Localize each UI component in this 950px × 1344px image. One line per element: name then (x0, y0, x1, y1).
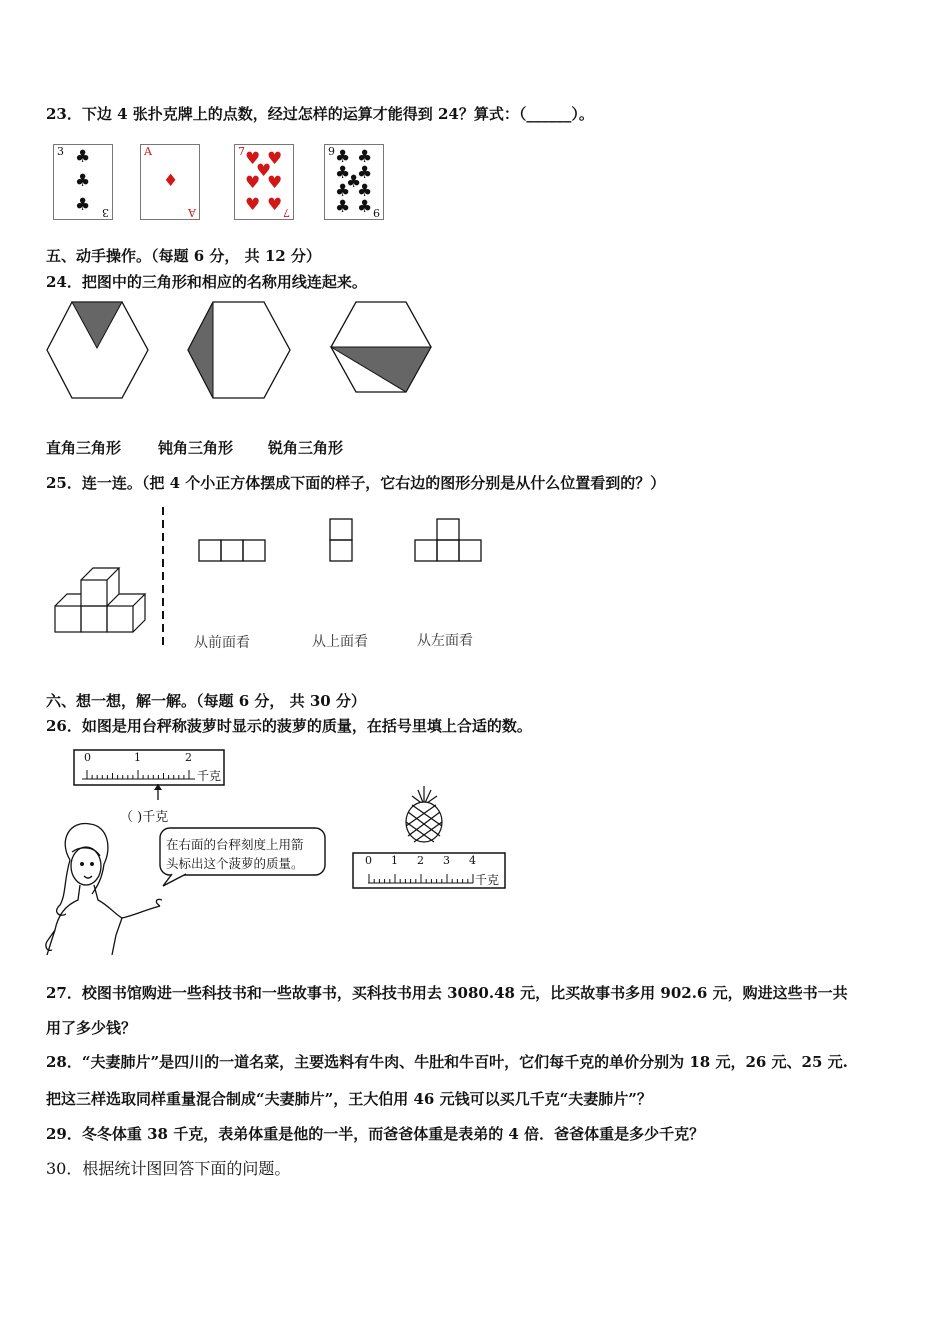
card-rank-inverted: 9 (373, 206, 380, 219)
card-rank: 9 (328, 145, 335, 158)
scale-2-tick-1: 1 (391, 854, 398, 867)
club-icon: ♣ (335, 163, 351, 183)
triangle-label-acute: 锐角三角形 (268, 439, 344, 457)
club-icon: ♣ (357, 181, 373, 201)
q28-line-2: 把这三样选取同样重量混合制成“夫妻肺片”，王大伯用 46 元钱可以买几千克“夫妻肺片”？ (46, 1090, 652, 1108)
scale-1-tick-1: 1 (134, 751, 141, 764)
triangle-label-right: 直角三角形 (46, 439, 122, 457)
heart-icon: ♥ (256, 161, 272, 181)
heart-icon: ♥ (245, 173, 261, 193)
q30-text: 30．根据统计图回答下面的问题。 (46, 1159, 291, 1178)
club-icon: ♣ (335, 147, 351, 167)
scale-2-tick-0: 0 (365, 854, 372, 867)
answer-blank-label: （ )千克 (120, 810, 169, 825)
scale-1-tick-2: 2 (185, 751, 192, 764)
club-icon: ♣ (346, 172, 362, 192)
scale-2-tick-2: 2 (417, 854, 424, 867)
pineapple-icon (406, 786, 442, 842)
view-label-top: 从上面看 (312, 634, 368, 650)
club-icon: ♣ (357, 147, 373, 167)
card-rank-inverted: 7 (283, 206, 290, 219)
section-6-title: 六、想一想，解一解。（每题 6 分， 共 30 分） (46, 692, 366, 710)
club-icon: ♣ (357, 163, 373, 183)
q27-line-2: 用了多少钱？ (46, 1019, 137, 1037)
scale-1-tick-0: 0 (84, 751, 91, 764)
club-icon: ♣ (75, 147, 91, 167)
card-rank: 7 (238, 145, 245, 158)
q23-text: 23．下边 4 张扑克牌上的点数，经过怎样的运算才能得到 24？算式：（______）。 (46, 105, 594, 123)
speech-line-1: 在右面的台秤刻度上用箭 (166, 837, 304, 852)
diamond-icon: ♦ (163, 171, 179, 191)
speech-line-2: 头标出这个菠萝的质量。 (166, 856, 304, 871)
q29-text: 29．冬冬体重 38 千克，表弟体重是他的一半，而爸爸体重是表弟的 4 倍．爸爸体重是多少千克？ (46, 1125, 705, 1143)
heart-icon: ♥ (267, 173, 283, 193)
card-rank-inverted: 3 (102, 206, 109, 219)
q24-text: 24．把图中的三角形和相应的名称用线连起来。 (46, 273, 367, 291)
scale-2-tick-4: 4 (469, 854, 476, 867)
card-rank: 3 (57, 145, 64, 158)
club-icon: ♣ (357, 197, 373, 217)
heart-icon: ♥ (245, 195, 261, 215)
section-5-title: 五、动手操作。（每题 6 分， 共 12 分） (46, 247, 321, 265)
heart-icon: ♥ (267, 195, 283, 215)
girl-illustration (46, 823, 162, 955)
view-label-front: 从前面看 (194, 635, 250, 651)
heart-icon: ♥ (267, 149, 283, 169)
card-rank-inverted: A (188, 206, 196, 219)
heart-icon: ♥ (245, 149, 261, 169)
club-icon: ♣ (335, 197, 351, 217)
scale-2-unit: 千克 (475, 873, 500, 887)
card-rank: A (144, 145, 152, 158)
triangle-label-obtuse: 钝角三角形 (158, 439, 234, 457)
q26-text: 26．如图是用台秤称菠萝时显示的菠萝的质量，在括号里填上合适的数。 (46, 717, 532, 735)
club-icon: ♣ (75, 195, 91, 215)
view-label-left: 从左面看 (417, 633, 473, 649)
scale-2-tick-3: 3 (443, 854, 450, 867)
scale-1-unit: 千克 (197, 769, 222, 783)
q28-line-1: 28．“夫妻肺片”是四川的一道名菜，主要选料有牛肉、牛肚和牛百叶，它们每千克的单价分别为 18 元，26 元、25 元. (46, 1053, 848, 1071)
q25-text: 25．连一连。（把 4 个小正方体摆成下面的样子，它右边的图形分别是从什么位置看到的？） (46, 474, 666, 492)
club-icon: ♣ (75, 171, 91, 191)
q27-line-1: 27．校图书馆购进一些科技书和一些故事书，买科技书用去 3080.48 元，比买故事书多用 902.6 元，购进这些书一共 (46, 984, 848, 1002)
club-icon: ♣ (335, 181, 351, 201)
